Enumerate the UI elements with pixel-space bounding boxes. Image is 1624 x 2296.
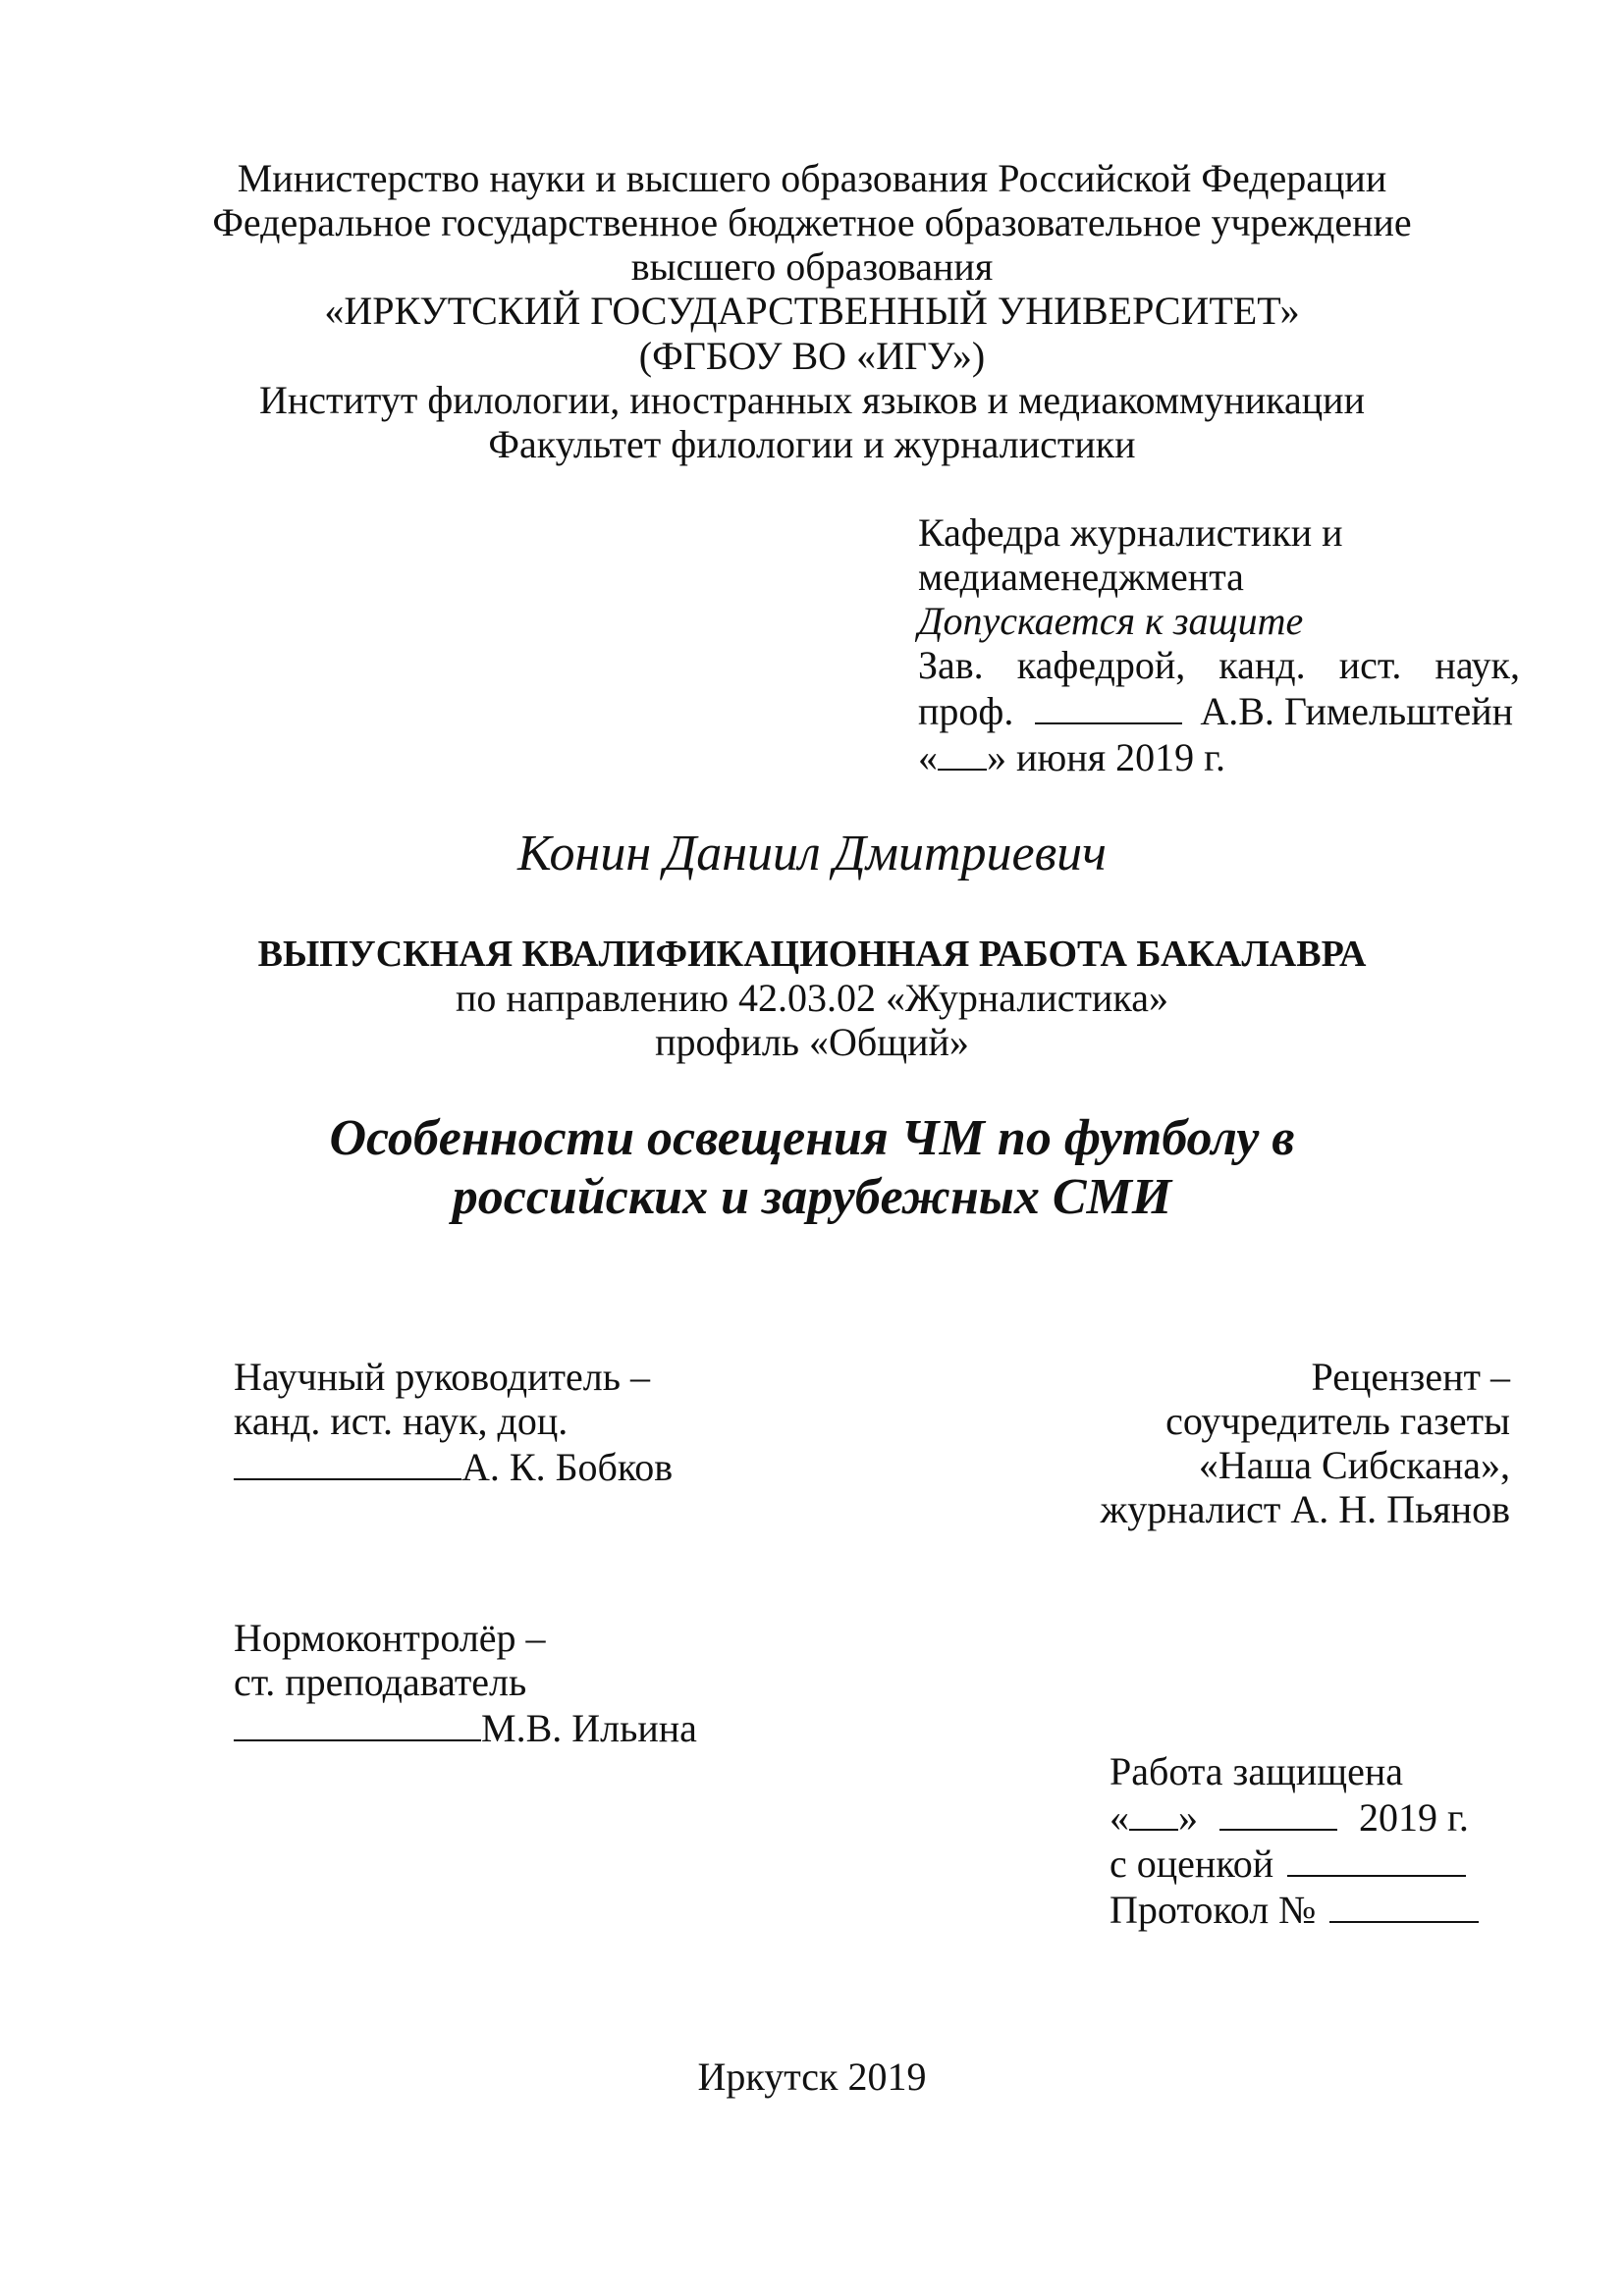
- supervisor-block: [234, 1355, 823, 1489]
- supervisor-degree: канд. ист. наук, доц.: [234, 1399, 568, 1443]
- admission-date-text: » июня 2019 г.: [987, 735, 1225, 779]
- reviewer-block: [982, 1355, 1510, 1531]
- admission-date-line: [918, 733, 1520, 779]
- prof-prefix: проф.: [918, 689, 1014, 733]
- defense-quote-close: »: [1178, 1795, 1198, 1840]
- supervisor-signature-line: [234, 1443, 823, 1489]
- head-word-1: Зав.: [918, 643, 984, 687]
- head-signature-field: [1035, 687, 1182, 724]
- department-line-1: Кафедра журналистики и: [918, 510, 1343, 555]
- department-line-2: медиаменеджмента: [918, 555, 1244, 599]
- reviewer-organization: «Наша Сибскана»,: [1198, 1443, 1510, 1487]
- defense-day-field: [1129, 1793, 1178, 1831]
- admission-label: Допускается к защите: [918, 599, 1304, 643]
- date-quote-open: «: [918, 735, 938, 779]
- defense-grade-line: [1110, 1840, 1522, 1886]
- university-line: «ИРКУТСКИЙ ГОСУДАРСТВЕННЫЙ УНИВЕРСИТЕТ»: [324, 289, 1300, 333]
- institute-line: Институт филологии, иностранных языков и медиакоммуникации: [259, 378, 1365, 422]
- thesis-title-line-1: Особенности освещения ЧМ по футболу в: [329, 1110, 1295, 1166]
- defense-protocol-line: [1110, 1886, 1522, 1932]
- head-word-4: ист.: [1338, 643, 1402, 687]
- ministry-line: Министерство науки и высшего образования Российской Федерации: [237, 156, 1387, 200]
- reviewer-position: соучредитель газеты: [1165, 1399, 1510, 1443]
- author-name: Конин Даниил Дмитриевич: [517, 826, 1107, 881]
- reviewer-role: Рецензент –: [1311, 1355, 1510, 1399]
- head-word-5: наук,: [1435, 643, 1520, 687]
- thesis-title-line-2: российских и зарубежных СМИ: [452, 1169, 1172, 1225]
- work-profile: профиль «Общий»: [655, 1020, 969, 1064]
- defense-quote-open: «: [1110, 1795, 1129, 1840]
- normcontrol-signature-field: [234, 1704, 481, 1741]
- normcontrol-position: ст. преподаватель: [234, 1660, 527, 1704]
- work-direction: по направлению 42.03.02 «Журналистика»: [456, 976, 1168, 1020]
- head-signature-line: [918, 687, 1520, 733]
- supervisor-signature-field: [234, 1443, 461, 1480]
- defense-status: Работа защищена: [1110, 1749, 1404, 1793]
- admission-day-field: [938, 733, 987, 771]
- head-name: А.В. Гимельштейн: [1200, 689, 1514, 733]
- supervisor-role: Научный руководитель –: [234, 1355, 650, 1399]
- defense-protocol-field: [1329, 1886, 1479, 1923]
- defense-grade-label: с оценкой: [1110, 1842, 1274, 1886]
- defense-date-line: [1110, 1793, 1522, 1840]
- defense-block: [1110, 1749, 1522, 1932]
- reviewer-name: журналист А. Н. Пьянов: [1100, 1487, 1510, 1531]
- head-word-3: канд.: [1218, 643, 1306, 687]
- institution-line: Федеральное государственное бюджетное образовательное учреждение: [212, 200, 1412, 244]
- normcontrol-name: М.В. Ильина: [481, 1706, 697, 1750]
- defense-year: 2019 г.: [1359, 1795, 1469, 1840]
- university-abbr-line: (ФГБОУ ВО «ИГУ»): [638, 334, 986, 378]
- head-word-2: кафедрой,: [1016, 643, 1186, 687]
- education-line: высшего образования: [630, 244, 994, 289]
- faculty-line: Факультет филологии и журналистики: [488, 422, 1136, 466]
- work-type: ВЫПУСКНАЯ КВАЛИФИКАЦИОННАЯ РАБОТА БАКАЛАВРА: [257, 934, 1367, 975]
- city-year: Иркутск 2019: [697, 2055, 927, 2099]
- admission-block: [918, 510, 1520, 779]
- normcontrol-block: [234, 1616, 823, 1750]
- normcontrol-signature-line: [234, 1704, 823, 1750]
- defense-grade-field: [1287, 1840, 1466, 1877]
- defense-protocol-label: Протокол №: [1110, 1888, 1317, 1932]
- defense-month-field: [1219, 1793, 1337, 1831]
- head-position-line: [918, 643, 1520, 687]
- normcontrol-role: Нормоконтролёр –: [234, 1616, 546, 1660]
- supervisor-name: А. К. Бобков: [461, 1445, 674, 1489]
